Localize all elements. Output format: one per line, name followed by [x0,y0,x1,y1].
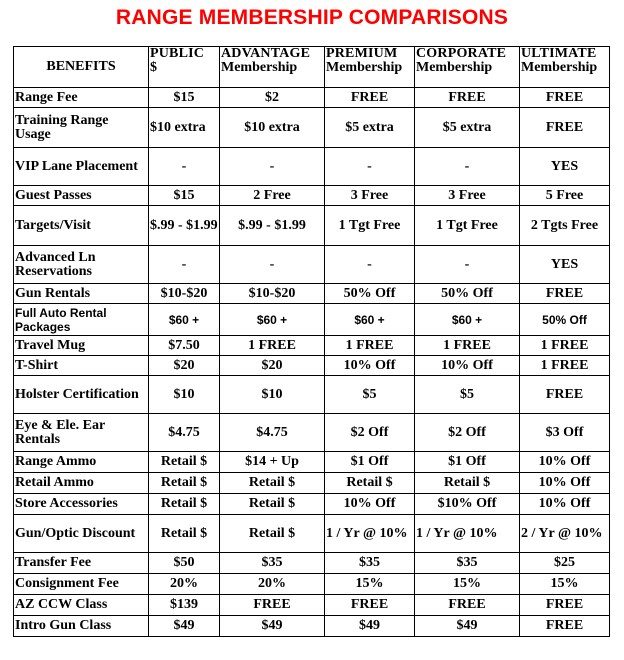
column-header-name: ULTIMATE [521,46,597,61]
value-advantage: $2 [220,88,325,108]
value-ultimate: 5 Free [520,186,610,206]
value-advantage: - [220,148,325,186]
value-advantage: $10 extra [220,108,325,148]
column-header-name: PUBLIC [150,46,205,61]
value-corporate: 50% Off [415,284,520,304]
value-premium: FREE [325,88,415,108]
column-header-name: ADVANTAGE [221,46,311,61]
value-corporate: 1 Tgt Free [415,206,520,246]
value-advantage: $.99 - $1.99 [220,206,325,246]
value-public: $15 [149,88,220,108]
table-row [14,148,610,186]
value-public: $10-$20 [149,284,220,304]
value-corporate: FREE [415,88,520,108]
benefit-label: Gun/Optic Discount [14,515,149,553]
table-row [14,336,610,356]
value-ultimate: 2 / Yr @ 10% [520,515,610,553]
value-corporate: 10% Off [415,356,520,376]
value-public: $10 [149,376,220,414]
value-premium: $1 Off [325,452,415,473]
value-ultimate: FREE [520,88,610,108]
value-corporate: $10% Off [415,494,520,515]
value-corporate: $2 Off [415,414,520,452]
table-row [14,494,610,515]
benefit-label: Intro Gun Class [14,616,149,637]
table-row [14,186,610,206]
value-premium: $5 extra [325,108,415,148]
benefit-label: VIP Lane Placement [14,148,149,186]
value-corporate: 15% [415,574,520,595]
value-public: $60 + [149,304,220,336]
value-corporate: $60 + [415,304,520,336]
value-advantage: Retail $ [220,494,325,515]
value-premium: - [325,246,415,284]
value-public: Retail $ [149,515,220,553]
benefit-label: T-Shirt [14,356,149,376]
value-ultimate: 10% Off [520,452,610,473]
table-row [14,452,610,473]
value-corporate: $5 [415,376,520,414]
value-public: Retail $ [149,473,220,494]
value-advantage: $4.75 [220,414,325,452]
value-corporate: $5 extra [415,108,520,148]
benefit-label: Targets/Visit [14,206,149,246]
value-public: Retail $ [149,452,220,473]
value-corporate: Retail $ [415,473,520,494]
value-public: - [149,246,220,284]
value-corporate: $1 Off [415,452,520,473]
benefit-label: Travel Mug [14,336,149,356]
table-row [14,88,610,108]
value-corporate: 3 Free [415,186,520,206]
value-public: $4.75 [149,414,220,452]
value-advantage: $20 [220,356,325,376]
benefit-label: Advanced Ln Reservations [14,246,149,284]
benefit-label: Range Ammo [14,452,149,473]
value-premium: $49 [325,616,415,637]
value-advantage: $14 + Up [220,452,325,473]
table-row [14,356,610,376]
value-ultimate: FREE [520,616,610,637]
value-premium: 1 Tgt Free [325,206,415,246]
value-advantage: Retail $ [220,473,325,494]
value-corporate: - [415,246,520,284]
benefit-label: Transfer Fee [14,553,149,574]
benefit-label: Holster Certification [14,376,149,414]
value-ultimate: YES [520,148,610,186]
benefit-label: Gun Rentals [14,284,149,304]
value-corporate: 1 / Yr @ 10% [415,515,520,553]
column-header-sub: Membership [221,60,298,75]
value-premium: 10% Off [325,494,415,515]
column-header-public [149,47,220,88]
value-advantage: $10-$20 [220,284,325,304]
table-row [14,284,610,304]
value-ultimate: $25 [520,553,610,574]
value-corporate: 1 FREE [415,336,520,356]
value-public: $10 extra [149,108,220,148]
value-public: $139 [149,595,220,616]
value-premium: 1 / Yr @ 10% [325,515,415,553]
benefit-label: Eye & Ele. Ear Rentals [14,414,149,452]
table-row [14,304,610,336]
value-corporate: - [415,148,520,186]
value-ultimate: FREE [520,595,610,616]
value-premium: 3 Free [325,186,415,206]
value-advantage: 20% [220,574,325,595]
value-public: $50 [149,553,220,574]
table-row [14,553,610,574]
benefit-label: AZ CCW Class [14,595,149,616]
table-row [14,473,610,494]
benefit-label: Consignment Fee [14,574,149,595]
value-public: $7.50 [149,336,220,356]
value-ultimate: 1 FREE [520,336,610,356]
column-header-premium [325,47,415,88]
value-premium: FREE [325,595,415,616]
column-header-name: CORPORATE [416,46,507,61]
value-ultimate: 10% Off [520,494,610,515]
value-ultimate: FREE [520,284,610,304]
column-header-advantage [220,47,325,88]
column-header-sub: $ [150,60,157,75]
page-title: RANGE MEMBERSHIP COMPARISONS [115,6,509,29]
value-public: $.99 - $1.99 [149,206,220,246]
column-header-name: PREMIUM [326,46,398,61]
benefit-label: Training Range Usage [14,108,149,148]
value-advantage: $35 [220,553,325,574]
column-header-sub: Membership [326,60,403,75]
value-corporate: $35 [415,553,520,574]
value-premium: $5 [325,376,415,414]
table-row [14,206,610,246]
table-row [14,515,610,553]
value-public: $49 [149,616,220,637]
value-ultimate: 10% Off [520,473,610,494]
value-premium: 15% [325,574,415,595]
column-header-sub: Membership [521,60,598,75]
value-advantage: - [220,246,325,284]
value-public: $20 [149,356,220,376]
value-premium: 50% Off [325,284,415,304]
column-header-corporate [415,47,520,88]
value-ultimate: 15% [520,574,610,595]
value-premium: $60 + [325,304,415,336]
benefit-label: Range Fee [14,88,149,108]
column-header-benefits: BENEFITS [14,47,149,88]
value-premium: Retail $ [325,473,415,494]
header-row [14,47,610,88]
value-advantage: $60 + [220,304,325,336]
table-row [14,616,610,637]
table-row [14,414,610,452]
benefit-label: Retail Ammo [14,473,149,494]
table-row [14,376,610,414]
value-ultimate: FREE [520,376,610,414]
benefit-label: Guest Passes [14,186,149,206]
column-header-ultimate [520,47,610,88]
value-ultimate: YES [520,246,610,284]
value-premium: $2 Off [325,414,415,452]
value-advantage: $49 [220,616,325,637]
value-premium: 1 FREE [325,336,415,356]
value-ultimate: 1 FREE [520,356,610,376]
value-corporate: $49 [415,616,520,637]
value-ultimate: 2 Tgts Free [520,206,610,246]
value-corporate: FREE [415,595,520,616]
value-premium: 10% Off [325,356,415,376]
value-advantage: Retail $ [220,515,325,553]
column-header-sub: Membership [416,60,493,75]
value-public: $15 [149,186,220,206]
value-public: 20% [149,574,220,595]
value-ultimate: FREE [520,108,610,148]
value-advantage: $10 [220,376,325,414]
membership-comparison-table [13,46,610,637]
value-ultimate: $3 Off [520,414,610,452]
benefit-label: Full Auto Rental Packages [14,304,149,336]
value-public: Retail $ [149,494,220,515]
value-advantage: 2 Free [220,186,325,206]
value-premium: - [325,148,415,186]
table-row [14,108,610,148]
value-advantage: 1 FREE [220,336,325,356]
value-ultimate: 50% Off [520,304,610,336]
table-row [14,595,610,616]
value-advantage: FREE [220,595,325,616]
value-premium: $35 [325,553,415,574]
benefit-label: Store Accessories [14,494,149,515]
value-public: - [149,148,220,186]
table-row [14,246,610,284]
table-row [14,574,610,595]
